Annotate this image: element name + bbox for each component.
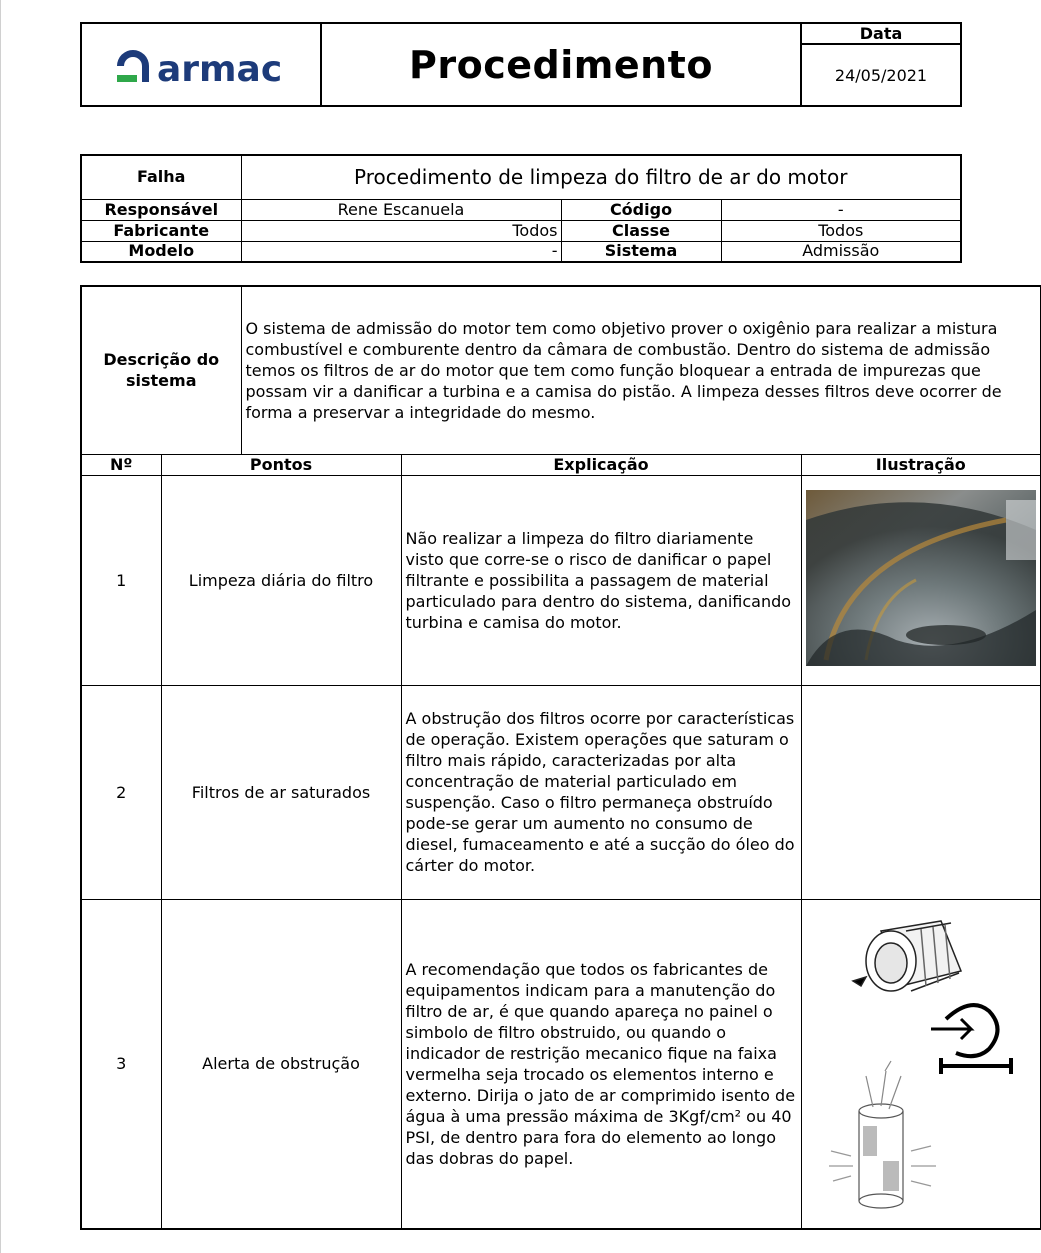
row-illustration <box>801 899 1041 1229</box>
column-header-num: Nº <box>81 454 161 475</box>
modelo-value: - <box>241 241 561 262</box>
description-label: Descrição do sistema <box>81 286 241 454</box>
responsavel-value: Rene Escanuela <box>241 199 561 220</box>
row-number: 2 <box>81 685 161 899</box>
date-label: Data <box>801 23 961 44</box>
codigo-label: Código <box>561 199 721 220</box>
column-header-illustration: Ilustração <box>801 454 1041 475</box>
row-illustration <box>801 475 1041 685</box>
page-edge <box>0 0 1 1253</box>
codigo-value: - <box>721 199 961 220</box>
row-illustration <box>801 685 1041 899</box>
header-table <box>80 22 962 107</box>
fabricante-label: Fabricante <box>81 220 241 241</box>
sistema-value: Admissão <box>721 241 961 262</box>
row-number: 1 <box>81 475 161 685</box>
logo-wordmark: armac <box>157 48 283 86</box>
date-value: 24/05/2021 <box>801 44 961 106</box>
page-title: Procedimento <box>321 23 801 106</box>
responsavel-label: Responsável <box>81 199 241 220</box>
logo-cell <box>81 23 321 106</box>
row-number: 3 <box>81 899 161 1229</box>
row-explanation: Não realizar a limpeza do filtro diariamente visto que corre-se o risco de danificar o papel filtrante e possibilita a passagem de material particulado para dentro do sistema, danificando turbina e camisa do motor. <box>401 475 801 685</box>
description-text: O sistema de admissão do motor tem como objetivo prover o oxigênio para realizar a mistura combustível e comburente dentro da câmara de combustão. Dentro do sistema de admissão temos os filtros de ar do motor que tem como função bloquear a entrada de impurezas que possam vir a danificar a turbina e a camisa do pistão. A limpeza desses filtros deve ocorrer de forma a preservar a integridade do mesmo. <box>241 286 1041 454</box>
turbine-housing-photo <box>806 490 1036 666</box>
filter-canister-icon <box>853 921 961 991</box>
table-row <box>81 475 1041 685</box>
armac-logo <box>111 40 291 86</box>
sistema-label: Sistema <box>561 241 721 262</box>
classe-label: Classe <box>561 220 721 241</box>
filter-cleaning-icon <box>829 1061 936 1208</box>
column-header-explanation: Explicação <box>401 454 801 475</box>
row-explanation: A recomendação que todos os fabricantes de equipamentos indicam para a manutenção do filtro de ar, é que quando apareça no painel o simbolo de filtro obstruido, ou quando o indicador de restrição mecanico fique na faixa vermelha seja trocado os elementos interno e externo. Dirija o jato de ar comprimido isento de água à uma pressão máxima de 3Kgf/cm² ou 40 PSI, de dentro para fora do elemento ao longo das dobras do papel. <box>401 899 801 1229</box>
row-point: Alerta de obstrução <box>161 899 401 1229</box>
row-explanation: A obstrução dos filtros ocorre por características de operação. Existem operações que saturam o filtro mais rápido, caracterizadas por alta concentração de material particulado em suspenção. Caso o filtro permaneça obstruído pode-se gerar um aumento no consumo de diesel, fumaceamento e até a sucção do óleo do cárter do motor. <box>401 685 801 899</box>
classe-value: Todos <box>721 220 961 241</box>
row-point: Filtros de ar saturados <box>161 685 401 899</box>
air-filter-diagrams <box>811 911 1031 1211</box>
fabricante-value: Todos <box>241 220 561 241</box>
info-table <box>80 154 962 263</box>
procedure-table <box>80 285 1041 1230</box>
falha-value: Procedimento de limpeza do filtro de ar do motor <box>241 155 961 199</box>
falha-label: Falha <box>81 155 241 199</box>
table-row <box>81 899 1041 1229</box>
modelo-label: Modelo <box>81 241 241 262</box>
filter-warning-symbol-icon <box>931 1005 1011 1074</box>
column-header-points: Pontos <box>161 454 401 475</box>
row-point: Limpeza diária do filtro <box>161 475 401 685</box>
table-row <box>81 685 1041 899</box>
